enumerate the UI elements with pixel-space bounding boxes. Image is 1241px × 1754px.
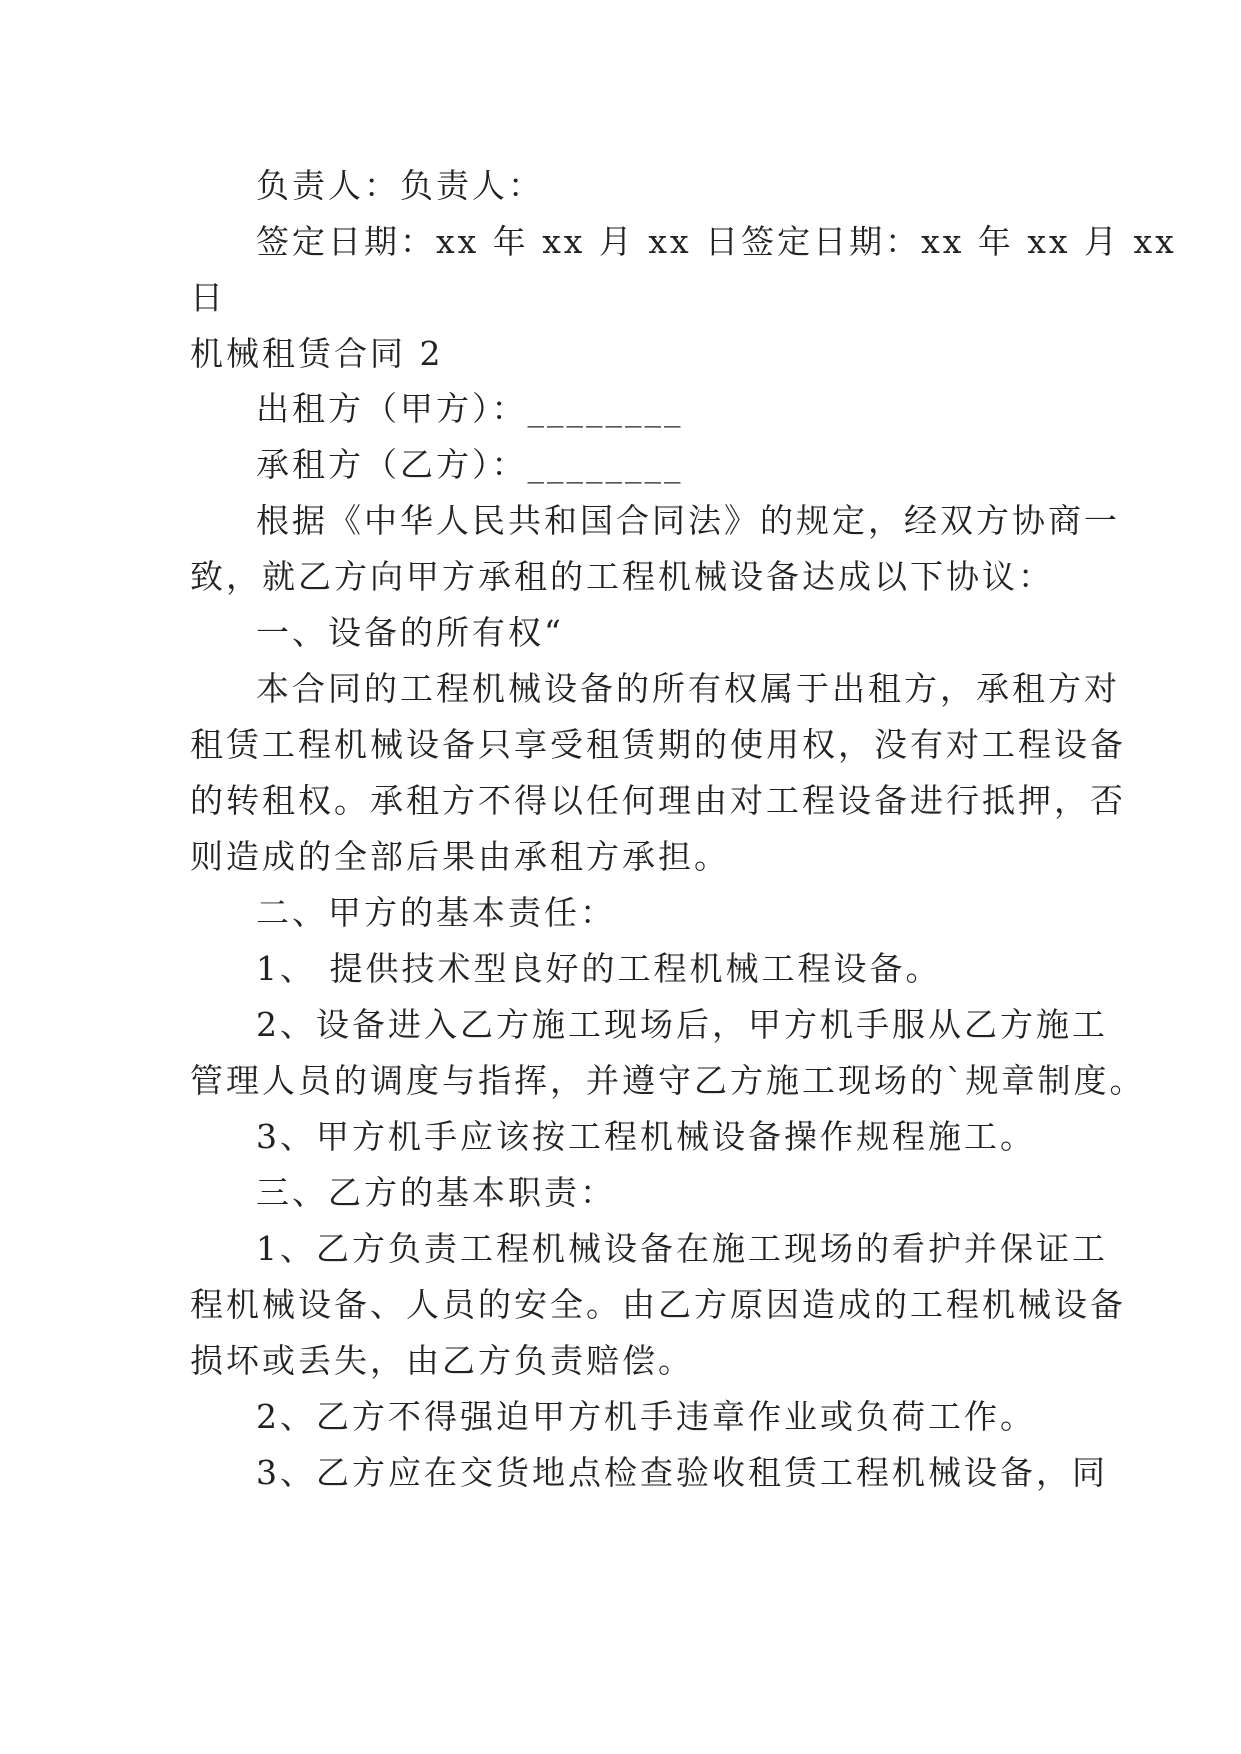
section-2-item-3: 3、甲方机手应该按工程机械设备操作规程施工。 <box>256 1117 1036 1156</box>
lessor-line: 出租方（甲方）：________ <box>256 389 684 428</box>
section-3-item-1-line-2: 程机械设备、人员的安全。由乙方原因造成的工程机械设备 <box>190 1285 1126 1324</box>
section-2-item-1: 1、 提供技术型良好的工程机械工程设备。 <box>256 949 942 988</box>
preamble-line-1: 根据《中华人民共和国合同法》的规定，经双方协商一 <box>256 501 1120 540</box>
section-3-item-1-line-3: 损坏或丢失，由乙方负责赔偿。 <box>190 1341 694 1380</box>
section-3-item-2: 2、乙方不得强迫甲方机手违章作业或负荷工作。 <box>256 1397 1036 1436</box>
section-1-line-3: 的转租权。承租方不得以任何理由对工程设备进行抵押，否 <box>190 781 1126 820</box>
lessee-line: 承租方（乙方）：________ <box>256 445 684 484</box>
section-1-line-2: 租赁工程机械设备只享受租赁期的使用权，没有对工程设备 <box>190 725 1126 764</box>
section-2-heading: 二、甲方的基本责任： <box>256 893 616 932</box>
section-3-heading: 三、乙方的基本职责： <box>256 1173 616 1212</box>
section-3-item-1-line-1: 1、乙方负责工程机械设备在施工现场的看护并保证工 <box>256 1229 1108 1268</box>
section-1-line-4: 则造成的全部后果由承租方承担。 <box>190 837 730 876</box>
preamble-line-2: 致，就乙方向甲方承租的工程机械设备达成以下协议： <box>190 557 1054 596</box>
contract-title: 机械租赁合同 2 <box>190 334 444 373</box>
section-3-item-3-line-1: 3、乙方应在交货地点检查验收租赁工程机械设备，同 <box>256 1453 1108 1492</box>
section-2-item-2-line-2: 管理人员的调度与指挥，并遵守乙方施工现场的`规章制度。 <box>190 1061 1146 1100</box>
section-1-line-1: 本合同的工程机械设备的所有权属于出租方，承租方对 <box>256 669 1120 708</box>
signing-date-line-cont: 日 <box>190 278 226 317</box>
section-1-heading: 一、设备的所有权“ <box>256 613 564 652</box>
signatory-line: 负责人：负责人： <box>256 166 544 205</box>
signing-date-line: 签定日期：xx 年 xx 月 xx 日签定日期：xx 年 xx 月 xx <box>256 222 1177 261</box>
section-2-item-2-line-1: 2、设备进入乙方施工现场后，甲方机手服从乙方施工 <box>256 1005 1108 1044</box>
